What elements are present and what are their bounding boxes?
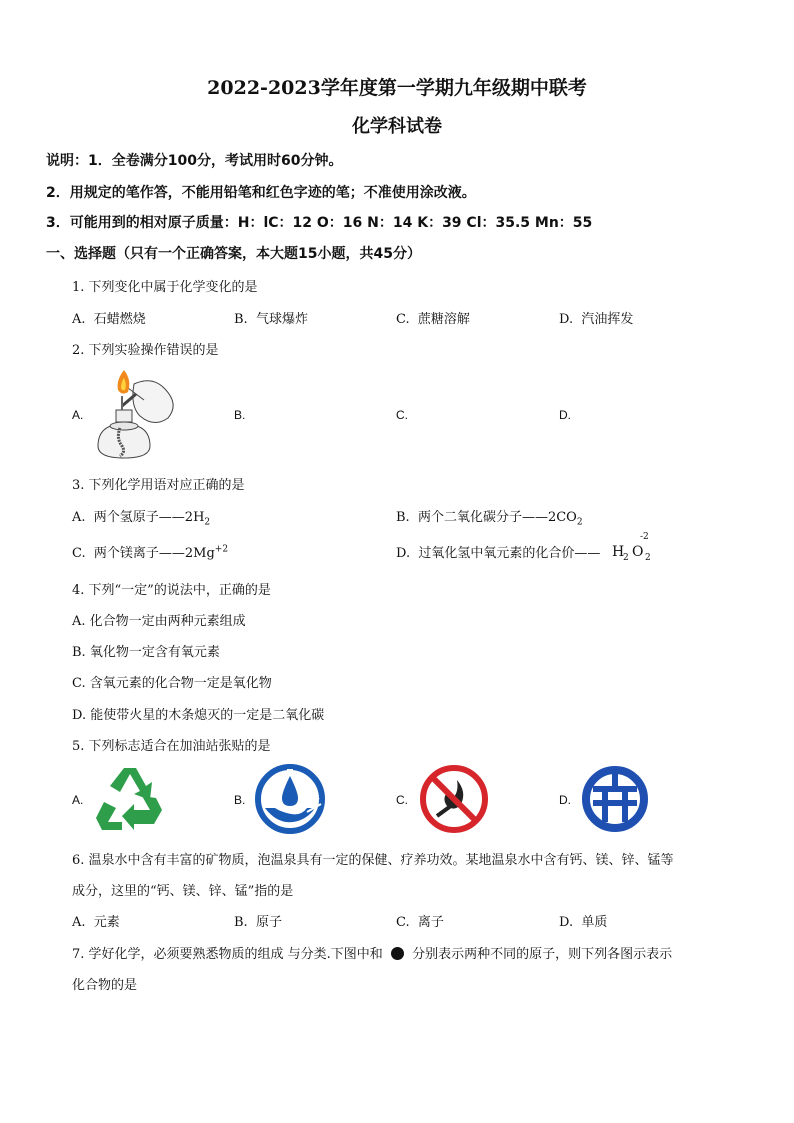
- note-1: 说明：1．全卷满分100分，考试用时60分钟。: [46, 153, 343, 169]
- q1-option-b: B. 气球爆炸: [234, 312, 308, 327]
- q4-option-a: A. 化合物一定由两种元素组成: [72, 614, 246, 629]
- q4-option-c: C. 含氧元素的化合物一定是氧化物: [72, 676, 272, 691]
- q7-stem-line1: 7. 学好化学，必须要熟悉物质的组成 与分类.下图中和 分别表示两种不同的原子，则下列各图示表示: [72, 947, 673, 962]
- transport-sign-icon: [581, 764, 649, 834]
- q3-option-a: A. 两个氢原子$——2H_2$: [72, 510, 211, 528]
- q5-stem: 5. 下列标志适合在加油站张贴的是: [72, 739, 271, 754]
- note-2: 2．用规定的笔作答，不能用铅笔和红色字迹的笔；不准使用涂改液。: [46, 185, 476, 201]
- q5-option-b: B.: [234, 793, 246, 807]
- alcohol-lamp-icon: [92, 366, 184, 462]
- save-water-icon: [255, 764, 325, 834]
- q6-option-b: B. 原子: [234, 915, 282, 930]
- q6-option-a: A. 元素: [72, 915, 120, 930]
- q3-option-d: D. 过氧化氢中氧元素的化合价——: [396, 546, 601, 561]
- q4-stem: 4. 下列“一定”的说法中，正确的是: [72, 583, 271, 598]
- q3-peroxide-formula: H 2 O 2 -2: [612, 532, 651, 563]
- q7-stem-line2: 化合物的是: [72, 978, 138, 993]
- q3-option-b: B. 两个二氧化碳分子$——2CO_2$: [396, 510, 583, 528]
- page-title: 2022-2023学年度第一学期九年级期中联考: [207, 77, 587, 99]
- q5-option-c: C.: [396, 793, 408, 807]
- q1-option-a: A. 石蜡燃烧: [72, 312, 146, 327]
- recycle-icon: [94, 764, 166, 834]
- q2-option-b: B.: [234, 408, 246, 422]
- q6-option-c: C. 离子: [396, 915, 444, 930]
- no-fire-icon: [419, 764, 489, 834]
- q3-option-c: C. 两个镁离子$——2Mg^{+2}$: [72, 544, 229, 561]
- q4-option-d: D. 能使带火星的木条熄灭的一定是二氧化碳: [72, 708, 325, 723]
- q2-option-d: D.: [559, 408, 571, 422]
- q3-stem: 3. 下列化学用语对应正确的是: [72, 478, 245, 493]
- q1-stem: 1. 下列变化中属于化学变化的是: [72, 280, 258, 295]
- q2-option-c: C.: [396, 408, 408, 422]
- q1-option-d: D. 汽油挥发: [559, 312, 634, 327]
- q2-stem: 2. 下列实验操作错误的是: [72, 343, 219, 358]
- note-3: 3．可能用到的相对原子质量：H：lC：12 O：16 N：14 K：39 Cl：35.5 Mn：55: [46, 215, 593, 231]
- q6-stem-line1: 6. 温泉水中含有丰富的矿物质，泡温泉具有一定的保健、疗养功效。某地温泉水中含有钙、镁、锌、锰等: [72, 853, 674, 868]
- q2-option-a: A.: [72, 408, 84, 422]
- q6-stem-line2: 成分，这里的“钙、镁、锌、锰”指的是: [72, 884, 294, 899]
- page-subtitle: 化学科试卷: [352, 116, 442, 137]
- black-atom-icon: [391, 947, 404, 960]
- q1-option-c: C. 蔗糖溶解: [396, 312, 470, 327]
- q4-option-b: B. 氧化物一定含有氧元素: [72, 645, 220, 660]
- q5-option-a: A.: [72, 793, 84, 807]
- q6-option-d: D. 单质: [559, 915, 608, 930]
- section-heading: 一、选择题（只有一个正确答案，本大题15小题，共45分）: [46, 246, 421, 262]
- q5-option-d: D.: [559, 793, 571, 807]
